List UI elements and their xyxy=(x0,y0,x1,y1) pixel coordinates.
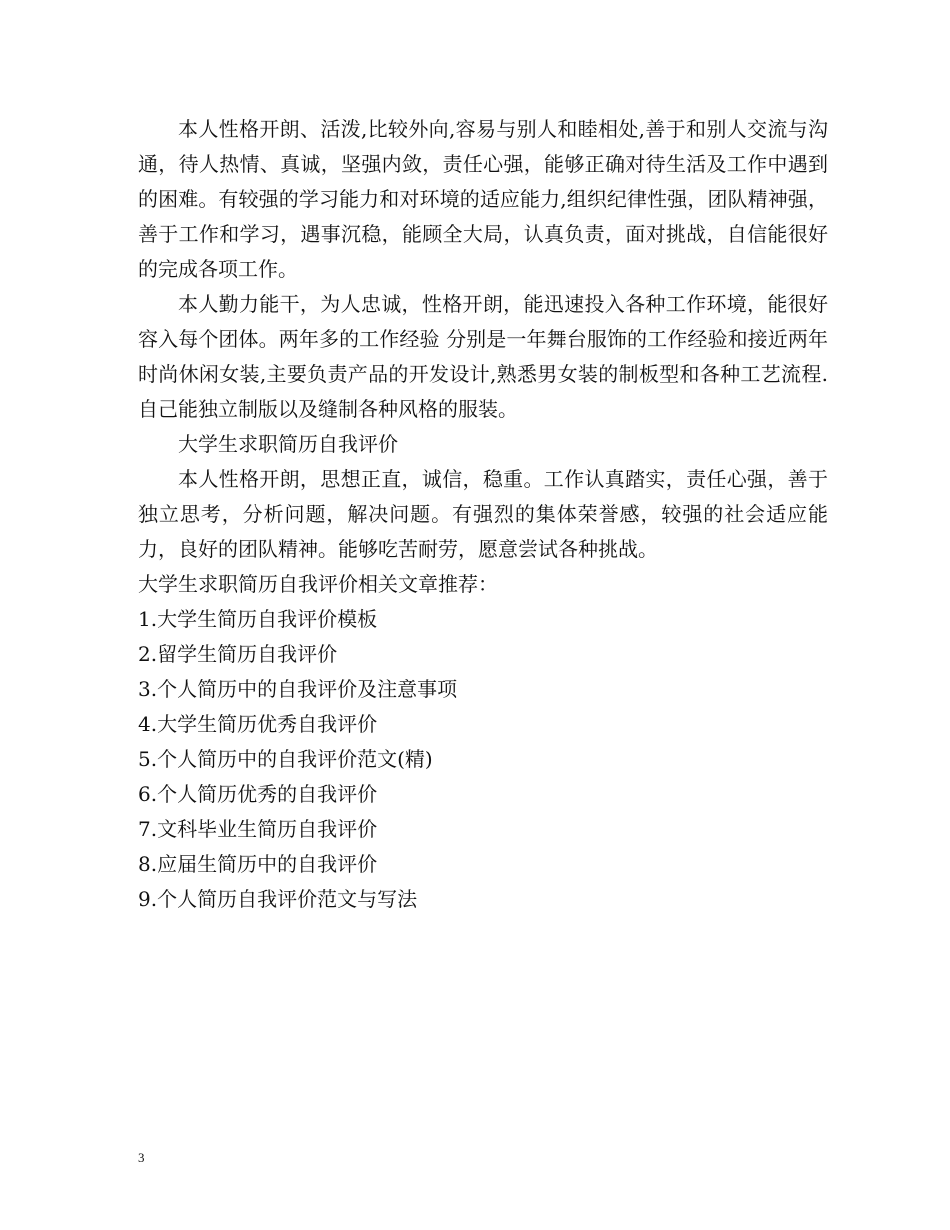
related-articles-heading: 大学生求职简历自我评价相关文章推荐： xyxy=(138,572,498,596)
related-articles-list xyxy=(138,602,828,917)
paragraph-self-evaluation: 本人性格开朗，思想正直，诚信，稳重。工作认真踏实，责任心强，善于独立思考，分析问题，解决问题。有强烈的集体荣誉感，较强的社会适应能力，良好的团队精神。能够吃苦耐劳，愿意尝试各种挑战。 xyxy=(138,467,828,561)
related-article-link[interactable]: 5.个人简历中的自我评价范文(精) xyxy=(138,747,433,771)
paragraph-personality: 本人性格开朗、活泼,比较外向,容易与别人和睦相处,善于和别人交流与沟通，待人热情、真诚，坚强内敛，责任心强，能够正确对待生活及工作中遇到的困难。有较强的学习能力和对环境的适应能力,组织纪律性强，团队精神强，善于工作和学习，遇事沉稳，能顾全大局，认真负责，面对挑战，自信能很好的完成各项工作。 xyxy=(138,117,828,281)
paragraph-work-experience: 本人勤力能干，为人忠诚，性格开朗，能迅速投入各种工作环境，能很好容入每个团体。两年多的工作经验 分别是一年舞台服饰的工作经验和接近两年时尚休闲女装,主要负责产品的开发设计,熟悉男女装的制板型和各种工艺流程.自己能独立制版以及缝制各种风格的服装。 xyxy=(138,292,828,421)
related-article-link[interactable]: 8.应届生简历中的自我评价 xyxy=(138,852,378,876)
related-article-link[interactable]: 9.个人简历自我评价范文与写法 xyxy=(138,887,418,911)
related-article-link[interactable]: 7.文科毕业生简历自我评价 xyxy=(138,817,378,841)
section-heading: 大学生求职简历自我评价 xyxy=(178,432,398,456)
page-number: 3 xyxy=(138,1150,145,1165)
document-body xyxy=(138,112,828,917)
related-article-link[interactable]: 6.个人简历优秀的自我评价 xyxy=(138,782,378,806)
related-article-link[interactable]: 2.留学生简历自我评价 xyxy=(138,642,338,666)
related-article-link[interactable]: 3.个人简历中的自我评价及注意事项 xyxy=(138,677,458,701)
related-article-link[interactable]: 1.大学生简历自我评价模板 xyxy=(138,607,378,631)
related-article-link[interactable]: 4.大学生简历优秀自我评价 xyxy=(138,712,378,736)
